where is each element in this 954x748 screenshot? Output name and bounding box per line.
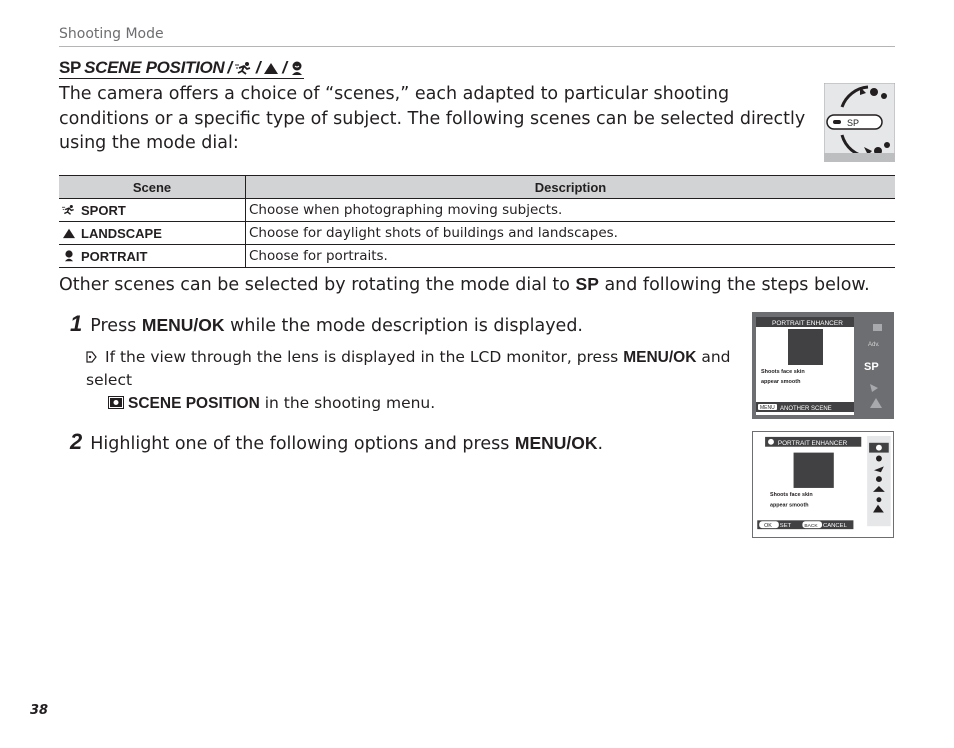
scene-position-option: SCENE POSITION [128, 395, 260, 412]
header-rule [59, 46, 895, 47]
landscape-icon [263, 61, 279, 75]
page-heading [59, 58, 304, 79]
screen2-cancel: CANCEL [823, 523, 847, 530]
other-scenes-text [59, 274, 870, 295]
table-row [59, 222, 895, 245]
screen1-desc2: appear smooth [761, 379, 801, 385]
step-text-before: Highlight one of the following options and press [90, 434, 515, 454]
scene-table [59, 175, 895, 268]
menu-ok-key: MENU/OK [514, 433, 598, 453]
scene-description: Choose for portraits. [246, 245, 896, 268]
step-text [90, 433, 603, 454]
screen2-desc1: Shoots face skin [770, 491, 813, 498]
intro-paragraph: The camera offers a choice of “scenes,” each adapted to particular shooting conditions or a specific type of subject. The following scenes can be selected directly using the mode dial: [59, 84, 806, 153]
heading-sp: SP [59, 58, 82, 77]
step-text-after: while the mode description is displayed. [224, 316, 583, 336]
scene-name: LANDSCAPE [81, 225, 162, 241]
lcd-screen-mode-description [752, 312, 894, 419]
step-text-after: . [597, 434, 604, 454]
screen2-title: PORTRAIT ENHANCER [777, 439, 848, 447]
screen1-menu-key: MENU [760, 405, 775, 411]
table-header-scene: Scene [59, 176, 246, 199]
heading-separator: / [255, 58, 261, 77]
screen1-adv: Adv. [868, 342, 880, 348]
sport-icon [235, 61, 253, 76]
note-icon [86, 351, 97, 363]
heading-title: SCENE POSITION [84, 58, 225, 77]
screen2-ok-key: OK [764, 523, 772, 530]
sport-icon [62, 204, 76, 216]
scene-name: SPORT [81, 202, 126, 218]
camera-menu-icon [108, 396, 124, 409]
menu-ok-key: MENU/OK [141, 315, 225, 335]
section-label: Shooting Mode [59, 26, 164, 42]
heading-separator: / [282, 58, 287, 77]
note-text-after: in the shooting menu. [259, 394, 436, 412]
step-text [90, 315, 583, 336]
screen1-title: PORTRAIT ENHANCER [772, 320, 843, 327]
scene-description: Choose for daylight shots of buildings and landscapes. [246, 222, 896, 245]
scene-name: PORTRAIT [81, 248, 148, 264]
mode-dial-image [824, 83, 895, 162]
note-text-middle: and select [86, 348, 731, 389]
step-text-before: Press [90, 316, 142, 336]
screen1-sp: SP [864, 361, 879, 373]
dial-sp-label: SP [847, 118, 860, 128]
step-number: 2 [70, 429, 83, 454]
table-row [59, 199, 895, 222]
portrait-icon [290, 61, 304, 76]
step-number: 1 [70, 311, 83, 336]
note [86, 346, 748, 415]
landscape-icon [62, 227, 76, 239]
heading-separator: / [227, 58, 232, 77]
step-1 [70, 311, 583, 337]
screen1-desc1: Shoots face skin [761, 369, 805, 375]
portrait-icon [62, 250, 76, 262]
menu-ok-key: MENU/OK [623, 349, 697, 366]
other-text-before: Other scenes can be selected by rotating the mode dial to [59, 275, 576, 295]
table-header-description: Description [246, 176, 896, 199]
screen2-set: SET [779, 523, 792, 530]
note-text-before: If the view through the lens is displayed in the LCD monitor, press [105, 348, 624, 366]
screen2-back-key: BACK [804, 524, 818, 530]
lcd-screen-scene-list [752, 431, 894, 538]
step-2 [70, 429, 603, 455]
other-text-after: and following the steps below. [598, 275, 870, 295]
sp-mark: SP [575, 274, 599, 294]
table-row [59, 245, 895, 268]
screen1-footer: ANOTHER SCENE [780, 406, 832, 412]
page-number: 38 [30, 703, 49, 718]
scene-description: Choose when photographing moving subjects. [246, 199, 896, 222]
screen2-desc2: appear smooth [770, 502, 809, 509]
